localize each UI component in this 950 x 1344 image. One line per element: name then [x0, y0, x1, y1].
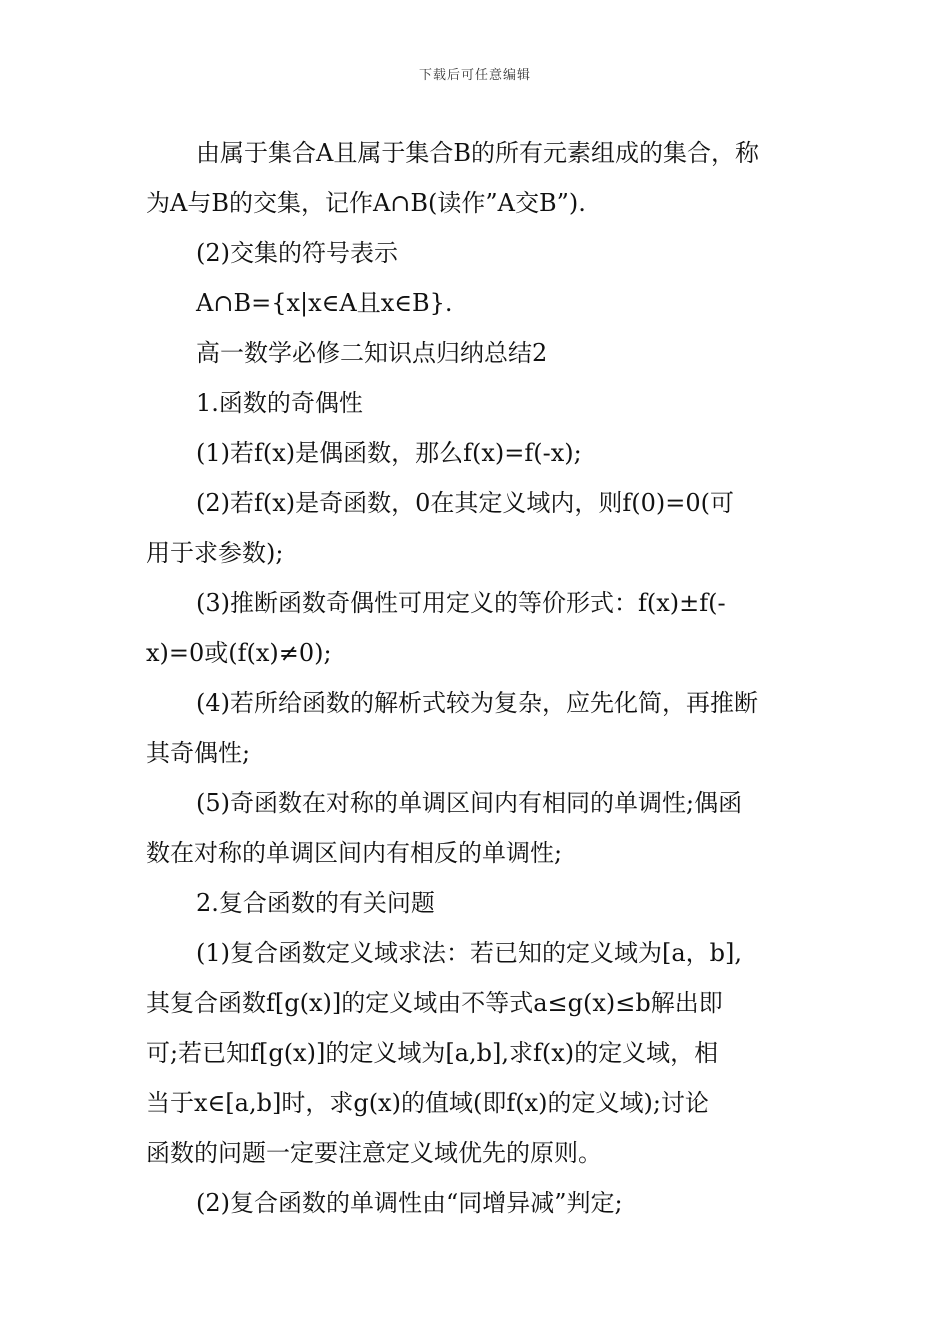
page-header: 下载后可任意编辑	[418, 68, 531, 83]
text-line: x)=0或(f(x)≠0);	[146, 639, 332, 667]
text-line: (3)推断函数奇偶性可用定义的等价形式：f(x)±f(-	[196, 589, 726, 617]
text-line: 数在对称的单调区间内有相反的单调性;	[146, 839, 563, 867]
document-body	[146, 128, 810, 1228]
text-line: 当于x∈[a,b]时，求g(x)的值域(即f(x)的定义域);讨论	[146, 1089, 709, 1117]
text-line: 为A与B的交集，记作A∩B(读作”A交B”).	[146, 189, 586, 217]
text-line: 由属于集合A且属于集合B的所有元素组成的集合，称	[196, 139, 759, 167]
text-line: 用于求参数);	[146, 539, 284, 567]
text-line: (2)若f(x)是奇函数，0在其定义域内，则f(0)=0(可	[196, 489, 735, 517]
text-line: 其奇偶性;	[146, 739, 251, 767]
section-heading: 高一数学必修二知识点归纳总结2	[196, 339, 548, 367]
text-line: A∩B={x|x∈A且x∈B}.	[196, 289, 453, 317]
text-line: 可;若已知f[g(x)]的定义域为[a,b],求f(x)的定义域，相	[146, 1039, 719, 1067]
text-line: (1)复合函数定义域求法：若已知的定义域为[a，b],	[196, 939, 743, 967]
text-line: (1)若f(x)是偶函数，那么f(x)=f(-x);	[196, 439, 582, 467]
subsection-heading: 2.复合函数的有关问题	[196, 889, 435, 917]
text-line: 其复合函数f[g(x)]的定义域由不等式a≤g(x)≤b解出即	[146, 989, 723, 1017]
text-line: (2)复合函数的单调性由“同增异减”判定;	[196, 1189, 623, 1217]
text-line: (4)若所给函数的解析式较为复杂，应先化简，再推断	[196, 689, 758, 717]
subsection-heading: 1.函数的奇偶性	[196, 389, 363, 417]
text-line: (2)交集的符号表示	[196, 239, 398, 267]
text-line: (5)奇函数在对称的单调区间内有相同的单调性;偶函	[196, 789, 743, 817]
text-line: 函数的问题一定要注意定义域优先的原则。	[146, 1139, 602, 1167]
